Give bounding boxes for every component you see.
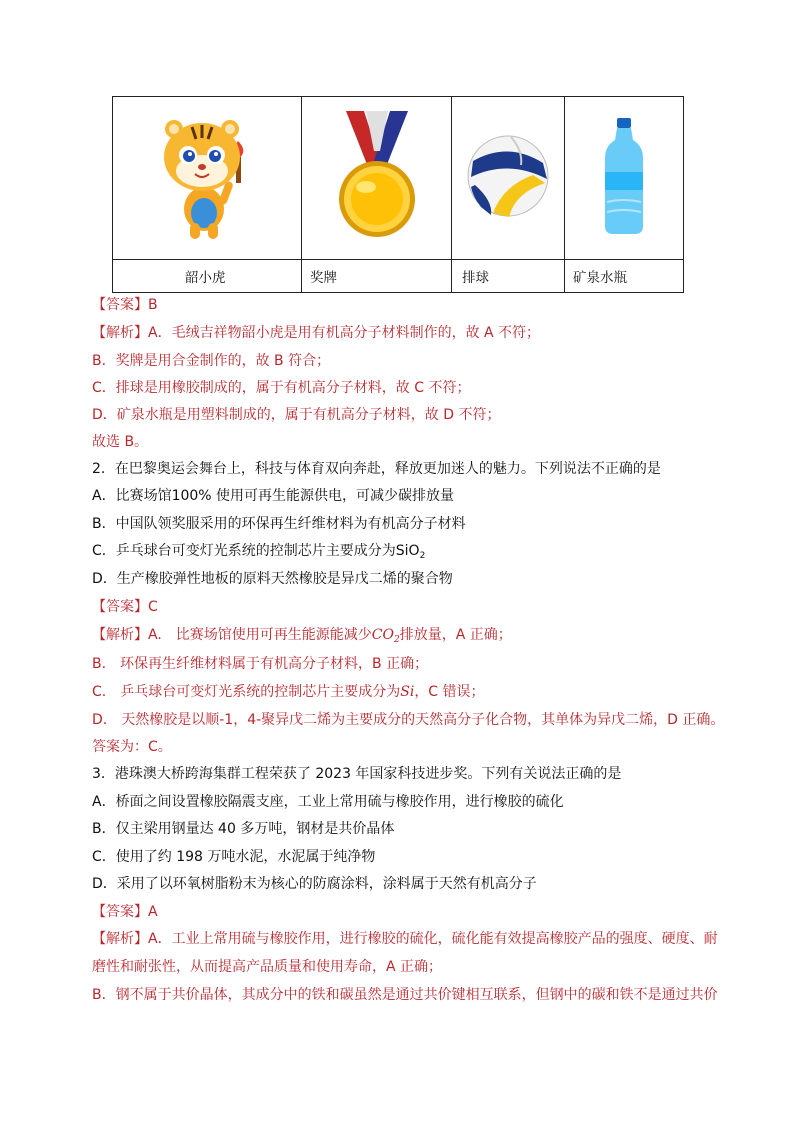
q1-conclusion: 故选 B。 — [92, 434, 149, 450]
label-medal: 奖牌 — [302, 260, 452, 293]
tiger-cell — [113, 97, 302, 260]
formula-subscript: 2 — [419, 551, 426, 561]
analysis-tag: 【解析】 — [92, 627, 148, 643]
analysis-text: C. 乒乓球台可变灯光系统的控制芯片主要成分为 — [92, 684, 401, 700]
label-tiger: 韶小虎 — [113, 260, 302, 293]
analysis-tag: 【解析】 — [92, 931, 148, 947]
q2-option-c — [92, 542, 425, 565]
analysis-text-end: ，C 错误； — [414, 684, 485, 700]
bottle-cell — [565, 97, 684, 260]
q3-analysis-a1 — [92, 930, 718, 948]
q2-analysis-c — [92, 683, 485, 701]
analysis-text-end: 排放量，A 正确； — [399, 627, 512, 643]
water-bottle-icon — [599, 116, 649, 236]
q1-analysis-c: C．排球是用橡胶制成的，属于有机高分子材料，故 C 不符； — [92, 380, 471, 396]
answer-value: A — [148, 904, 158, 920]
formula: Si — [400, 684, 415, 700]
q3-option-b: B．仅主梁用钢量达 40 多万吨，钢材是共价晶体 — [92, 821, 395, 837]
q2-option-a: A．比赛场馆100% 使用可再生能源供电，可减少碳排放量 — [92, 488, 455, 504]
q2-option-d: D．生产橡胶弹性地板的原料天然橡胶是异戊二烯的聚合物 — [92, 571, 453, 587]
label-volleyball: 排球 — [452, 260, 565, 293]
q3-option-a: A．桥面之间设置橡胶隔震支座，工业上常用硫与橡胶作用，进行橡胶的硫化 — [92, 794, 564, 810]
formula: CO — [371, 627, 394, 643]
analysis-text: A．工业上常用硫与橡胶作用，进行橡胶的硫化，硫化能有效提高橡胶产品的强度、硬度、耐 — [148, 931, 718, 947]
gold-medal-icon — [332, 111, 422, 241]
label-bottle: 矿泉水瓶 — [565, 260, 684, 293]
analysis-text: A．毛绒吉祥物韶小虎是用有机高分子材料制作的，故 A 不符； — [148, 325, 541, 341]
q2-analysis-d: D. 天然橡胶是以顺-1，4-聚异戊二烯为主要成分的天然高分子化合物，其单体为异戊二烯，D 正确。 — [92, 712, 725, 728]
medal-cell — [302, 97, 452, 260]
volleyball-cell — [452, 97, 565, 260]
answer-tag: 【答案】 — [92, 599, 148, 615]
q1-answer — [92, 296, 158, 314]
q2-analysis-a — [92, 626, 512, 649]
q2-analysis-b: B. 环保再生纤维材料属于有机高分子材料，B 正确； — [92, 656, 429, 672]
q2-answer — [92, 598, 158, 616]
q1-analysis-d: D．矿泉水瓶是用塑料制成的，属于有机高分子材料，故 D 不符； — [92, 407, 501, 423]
q3-analysis-b1: B．钢不属于共价晶体，其成分中的铁和碳虽然是通过共价键相互联系，但钢中的碳和铁不是通过共价 — [92, 987, 718, 1003]
q2-stem: 2．在巴黎奥运会舞台上，科技与体育双向奔赴，释放更加迷人的魅力。下列说法不正确的是 — [92, 461, 661, 477]
answer-tag: 【答案】 — [92, 904, 148, 920]
q2-option-b: B．中国队领奖服采用的环保再生纤维材料为有机高分子材料 — [92, 516, 466, 532]
analysis-tag: 【解析】 — [92, 325, 148, 341]
q2-conclusion: 答案为：C。 — [92, 739, 172, 755]
q3-stem: 3．港珠澳大桥跨海集群工程荣获了 2023 年国家科技进步奖。下列有关说法正确的是 — [92, 766, 622, 782]
q1-analysis-b: B．奖牌是用合金制作的，故 B 符合； — [92, 353, 331, 369]
analysis-text: A. 比赛场馆使用可再生能源能减少 — [148, 627, 372, 643]
answer-tag: 【答案】 — [92, 297, 148, 313]
option-text: C．乒乓球台可变灯光系统的控制芯片主要成分为 — [92, 543, 396, 559]
q1-analysis-a — [92, 324, 540, 342]
q3-analysis-a2: 磨性和耐张性，从而提高产品质量和使用寿命，A 正确； — [92, 959, 443, 975]
answer-value: C — [148, 599, 158, 615]
formula: SiO — [395, 543, 420, 559]
q3-answer — [92, 903, 158, 921]
volleyball-icon — [463, 131, 553, 221]
materials-table — [112, 96, 684, 293]
formula-subscript: 2 — [393, 635, 400, 645]
q3-option-c: C．使用了约 198 万吨水泥，水泥属于纯净物 — [92, 849, 376, 865]
answer-value: B — [148, 297, 158, 313]
tiger-mascot-icon — [152, 111, 262, 241]
q3-option-d: D．采用了以环氧树脂粉末为核心的防腐涂料，涂料属于天然有机高分子 — [92, 876, 537, 892]
